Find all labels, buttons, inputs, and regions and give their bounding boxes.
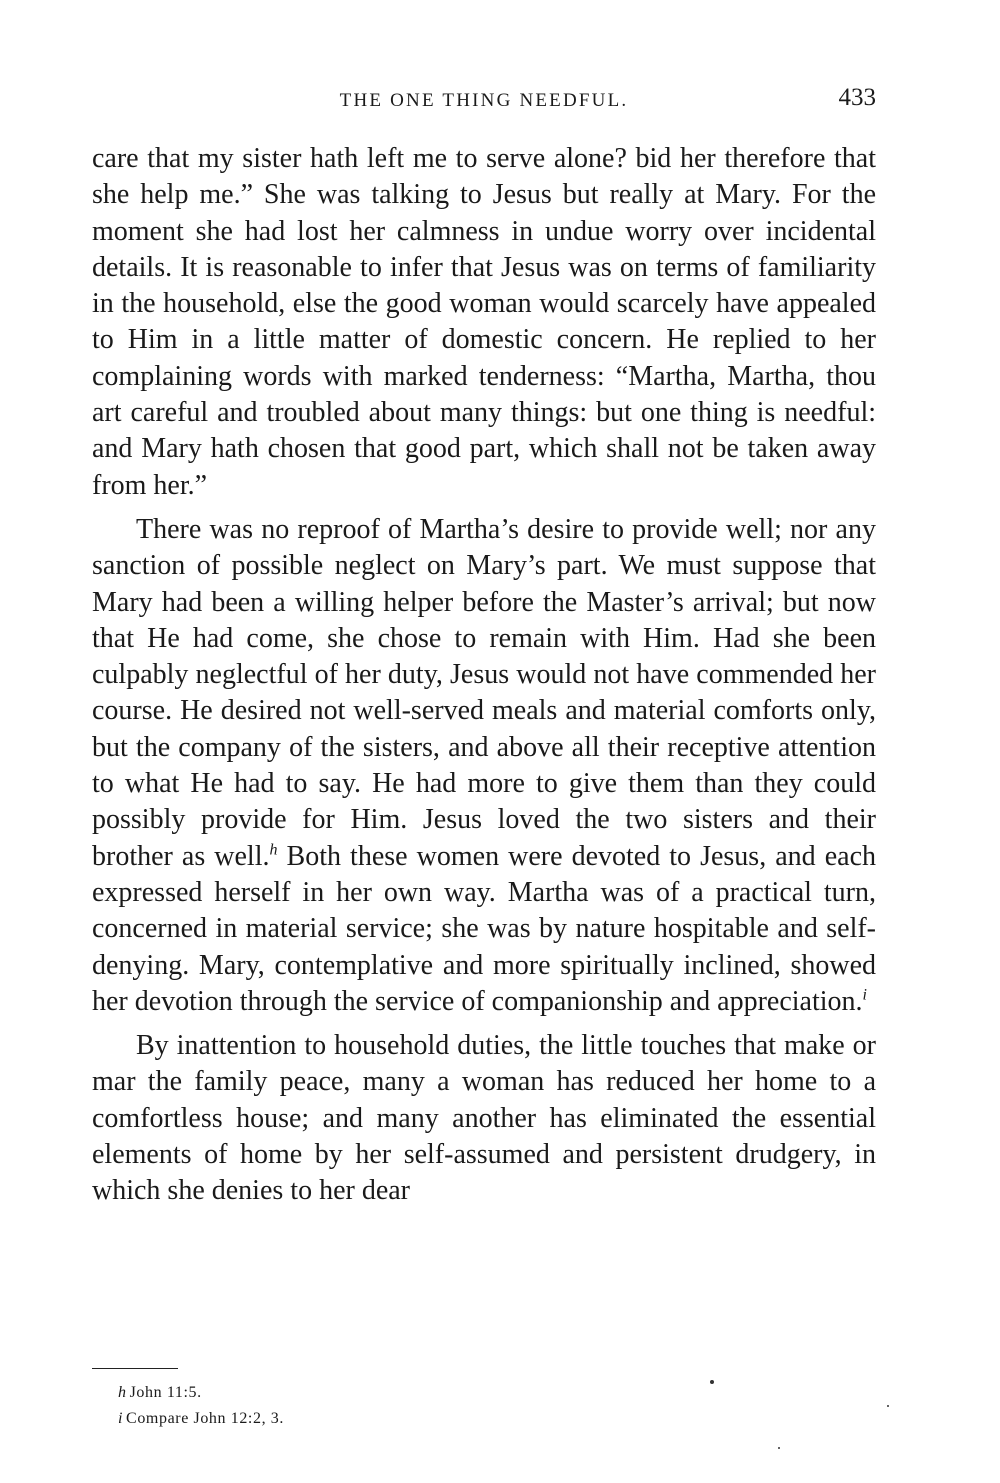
running-title: THE ONE THING NEEDFUL. — [339, 90, 629, 111]
footnote-text: John 11:5. — [129, 1384, 202, 1401]
page-number: 433 — [838, 84, 876, 111]
footnote-text: Compare John 12:2, 3. — [126, 1410, 284, 1427]
paragraph-text: care that my sister hath left me to serve alone? bid her therefore that she help me.” She was talking to Jesus but really at Mary. For the moment she had lost her calmness in undue worry over incidental details. It is reasonable to infer that Jesus was on terms of familiarity in the household, else the good woman would scarcely have appealed to Him in a little matter of domestic concern. He replied to her complaining words with marked tenderness: “Martha, Martha, thou art careful and troubled about many things: but one thing is needful: and Mary hath chosen that good part, which shall not be taken away from her.” — [92, 143, 876, 501]
print-speck — [887, 1405, 889, 1407]
footnote-reference[interactable]: h — [269, 841, 278, 859]
footnotes — [118, 1380, 718, 1432]
paragraph — [92, 141, 876, 504]
footnote-reference[interactable]: i — [862, 986, 867, 1004]
footnote — [118, 1380, 718, 1406]
footnote — [118, 1406, 718, 1432]
footnote-divider — [92, 1368, 178, 1369]
paragraph-text: Both these women were devoted to Jesus, and each expressed herself in her own way. Martha was of a practical turn, concerned in material service; she was by nature hospitable and self-denying. Mary, contemplative and more spiritually inclined, showed her devotion through the service of companionship and appreciation. — [92, 840, 877, 1017]
paragraph-text: By inattention to household duties, the little touches that make or mar the family peace, many a woman has reduced her home to a comfortless house; and many another has eliminated the essential elements of home by her self-assumed and persistent drudgery, in which she denies to her dear — [92, 1030, 876, 1207]
print-speck — [710, 1380, 714, 1384]
paragraph — [92, 1028, 876, 1209]
running-head — [92, 84, 876, 120]
body-text — [92, 141, 876, 1218]
footnote-marker: i — [118, 1410, 124, 1427]
footnote-marker: h — [118, 1384, 127, 1401]
paragraph-text: There was no reproof of Martha’s desire to provide well; nor any sanction of possible neglect on Mary’s part. We must suppose that Mary had been a willing helper before the Master’s arrival; but now that He had come, she chose to remain with Him. Had she been culpably neglectful of her duty, Jesus would not have commended her course. He desired not well-served meals and material comforts only, but the company of the sisters, and above all their receptive attention to what He had to say. He had more to give them than they could possibly provide for Him. Jesus loved the two sisters and their brother as well. — [92, 513, 876, 872]
paragraph — [92, 512, 876, 1020]
print-speck — [778, 1447, 780, 1449]
